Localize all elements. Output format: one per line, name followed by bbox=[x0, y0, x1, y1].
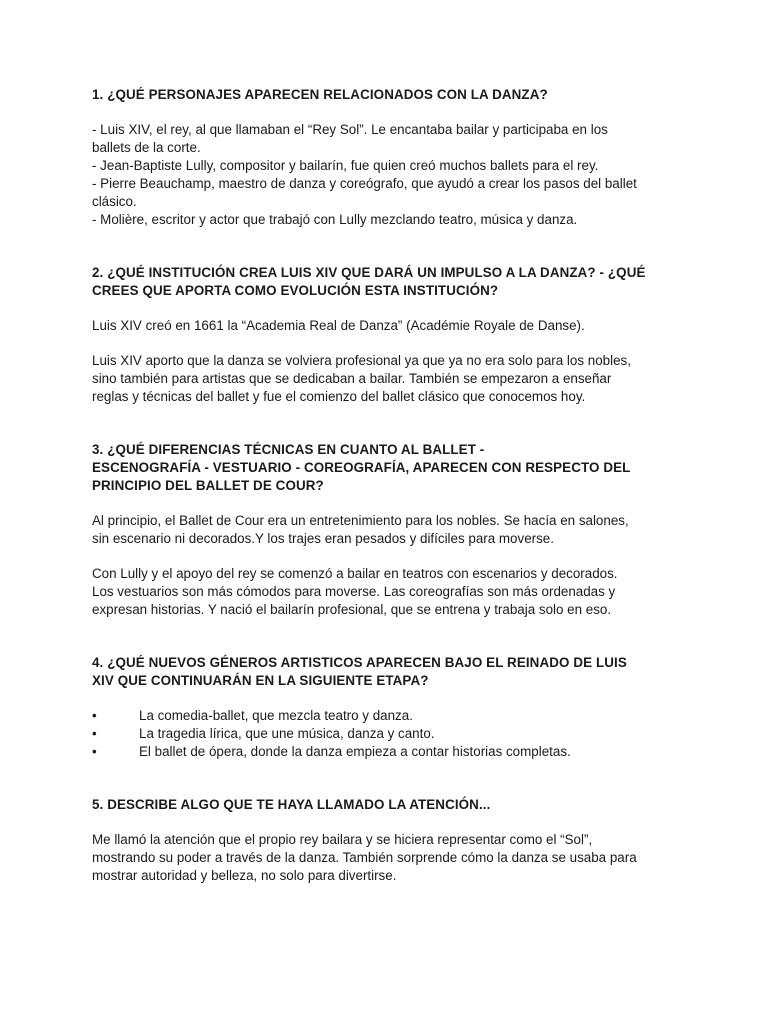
question-5-heading: 5. DESCRIBE ALGO QUE TE HAYA LLAMADO LA ATENCIÓN... bbox=[92, 797, 491, 812]
question-2-heading-line: 2. ¿QUÉ INSTITUCIÓN CREA LUIS XIV QUE DARÁ UN IMPULSO A LA DANZA? - ¿QUÉ bbox=[92, 265, 646, 280]
question-3-heading bbox=[92, 441, 708, 495]
question-3-heading-line: 3. ¿QUÉ DIFERENCIAS TÉCNICAS EN CUANTO AL BALLET - bbox=[92, 442, 485, 457]
answer-1-line: ballets de la corte. bbox=[92, 140, 201, 155]
question-4-section bbox=[92, 654, 708, 761]
answer-1-line: clásico. bbox=[92, 194, 137, 209]
list-item bbox=[92, 707, 708, 725]
question-5-section bbox=[92, 796, 708, 885]
bullet-icon: • bbox=[92, 744, 97, 759]
answer-5-line: mostrando su poder a través de la danza. También sorprende cómo la danza se usaba para bbox=[92, 850, 637, 865]
answer-5-line: Me llamó la atención que el propio rey bailara y se hiciera representar como el “Sol”, bbox=[92, 832, 593, 847]
answer-1-line: - Luis XIV, el rey, al que llamaban el “Rey Sol”. Le encantaba bailar y participaba en los bbox=[92, 122, 608, 137]
answer-3-line: Los vestuarios son más cómodos para moverse. Las coreografías son más ordenadas y bbox=[92, 584, 616, 599]
list-item-text: La comedia-ballet, que mezcla teatro y danza. bbox=[139, 708, 413, 723]
question-3-heading-line: PRINCIPIO DEL BALLET DE COUR? bbox=[92, 478, 324, 493]
answer-3-line: Con Lully y el apoyo del rey se comenzó a bailar en teatros con escenarios y decorados. bbox=[92, 566, 618, 581]
answer-3-line: sin escenario ni decorados.Y los trajes eran pesados y difíciles para moverse. bbox=[92, 531, 554, 546]
question-4-heading bbox=[92, 654, 708, 690]
list-item-text: La tragedia lírica, que une música, danza y canto. bbox=[139, 726, 435, 741]
answer-3-line: expresan historias. Y nació el bailarín profesional, que se entrena y trabaja solo en eso. bbox=[92, 602, 612, 617]
answer-2-line: Luis XIV aporto que la danza se volviera profesional ya que ya no era solo para los nobles, bbox=[92, 353, 631, 368]
bullet-icon: • bbox=[92, 708, 97, 723]
answer-2-line: sino también para artistas que se dedicaban a bailar. También se empezaron a enseñar bbox=[92, 371, 612, 386]
question-2-heading-line: CREES QUE APORTA COMO EVOLUCIÓN ESTA INSTITUCIÓN? bbox=[92, 283, 499, 298]
question-4-heading-line: 4. ¿QUÉ NUEVOS GÉNEROS ARTISTICOS APARECEN BAJO EL REINADO DE LUIS bbox=[92, 655, 627, 670]
question-4-heading-line: XIV QUE CONTINUARÁN EN LA SIGUIENTE ETAPA? bbox=[92, 673, 429, 688]
question-2-heading bbox=[92, 264, 708, 300]
bullet-icon: • bbox=[92, 726, 97, 741]
answer-2-paragraph-1: Luis XIV creó en 1661 la “Academia Real de Danza” (Académie Royale de Danse). bbox=[92, 318, 585, 333]
question-3-section bbox=[92, 441, 708, 619]
list-item bbox=[92, 743, 708, 761]
question-3-heading-line: ESCENOGRAFÍA - VESTUARIO - COREOGRAFÍA, APARECEN CON RESPECTO DEL bbox=[92, 460, 631, 475]
answer-1-line: - Molière, escritor y actor que trabajó con Lully mezclando teatro, música y danza. bbox=[92, 212, 578, 227]
list-item-text: El ballet de ópera, donde la danza empieza a contar historias completas. bbox=[139, 744, 571, 759]
answer-1-line: - Jean-Baptiste Lully, compositor y bailarín, fue quien creó muchos ballets para el rey. bbox=[92, 158, 599, 173]
question-1-heading: 1. ¿QUÉ PERSONAJES APARECEN RELACIONADOS CON LA DANZA? bbox=[92, 87, 548, 102]
question-1-section bbox=[92, 86, 708, 229]
question-2-section bbox=[92, 264, 708, 406]
answer-3-line: Al principio, el Ballet de Cour era un entretenimiento para los nobles. Se hacía en salones, bbox=[92, 513, 629, 528]
answer-5-line: mostrar autoridad y belleza, no solo para divertirse. bbox=[92, 868, 397, 883]
list-item bbox=[92, 725, 708, 743]
answer-1-line: - Pierre Beauchamp, maestro de danza y coreógrafo, que ayudó a crear los pasos del ballet bbox=[92, 176, 637, 191]
answer-2-line: reglas y técnicas del ballet y fue el comienzo del ballet clásico que conocemos hoy. bbox=[92, 389, 586, 404]
